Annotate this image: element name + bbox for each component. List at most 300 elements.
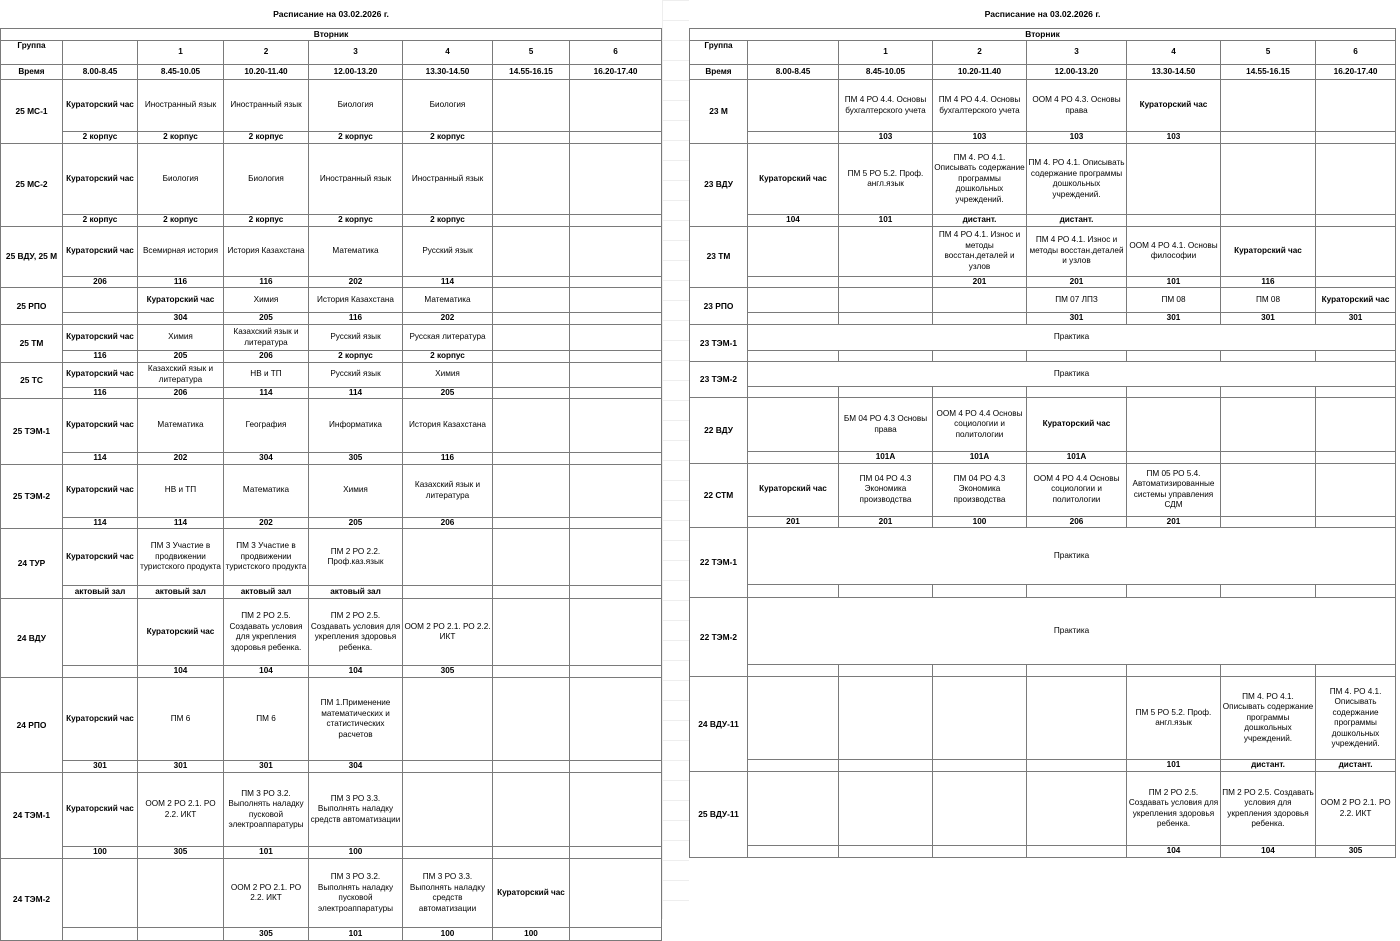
- group-room-row: [690, 585, 1396, 598]
- room-cell: 104: [1221, 846, 1316, 858]
- pair-number: 3: [1027, 41, 1127, 65]
- room-cell: [748, 665, 839, 677]
- time-slot: 8.00-8.45: [63, 65, 138, 80]
- room-cell: 304: [138, 313, 224, 325]
- subject-cell: [570, 362, 662, 387]
- time-slot: 16.20-17.40: [570, 65, 662, 80]
- room-cell: [839, 313, 933, 325]
- subject-cell: [570, 529, 662, 586]
- room-cell: актовый зал: [138, 586, 224, 599]
- room-cell: 116: [309, 313, 403, 325]
- room-cell: 201: [748, 516, 839, 528]
- subject-cell: Иностранный язык: [138, 80, 224, 132]
- room-cell: [493, 313, 570, 325]
- subject-cell: [1027, 772, 1127, 846]
- room-cell: 100: [403, 928, 493, 941]
- subject-cell: Биология: [224, 144, 309, 215]
- group-name: 25 ТС: [1, 362, 63, 399]
- subject-cell: ПМ 4. РО 4.1. Описывать содержание программы дошкольных учреждений.: [1027, 144, 1127, 215]
- subject-cell: Кураторский час: [748, 463, 839, 516]
- time-slot: 8.45-10.05: [839, 65, 933, 80]
- room-cell: 202: [138, 453, 224, 465]
- room-cell: 2 корпус: [63, 132, 138, 144]
- room-cell: [748, 387, 839, 398]
- group-subject-row: [690, 226, 1396, 276]
- room-cell: 202: [403, 313, 493, 325]
- group-name: 24 ТЭМ-2: [1, 859, 63, 941]
- room-cell: [1127, 585, 1221, 598]
- practice-cell: Практика: [748, 528, 1396, 585]
- subject-cell: ПМ 6: [138, 678, 224, 761]
- room-cell: 301: [138, 761, 224, 773]
- group-name: 25 МС-1: [1, 80, 63, 144]
- room-cell: 103: [933, 132, 1027, 144]
- subject-cell: ПМ 3 РО 3.2. Выполнять наладку пусковой электроаппаратуры: [309, 859, 403, 928]
- subject-cell: ПМ 04 РО 4.3 Экономика производства: [839, 463, 933, 516]
- room-cell: [748, 132, 839, 144]
- room-cell: 206: [224, 351, 309, 363]
- room-cell: 301: [1316, 313, 1396, 325]
- group-subject-row: [1, 80, 662, 132]
- room-cell: [1127, 351, 1221, 362]
- group-room-row: [690, 665, 1396, 677]
- subject-cell: ПМ 5 РО 5.2. Проф. англ.язык: [1127, 677, 1221, 760]
- room-cell: 103: [839, 132, 933, 144]
- schedule-title: Расписание на 03.02.2026 г.: [1, 0, 662, 29]
- subject-cell: Кураторский час: [63, 464, 138, 517]
- room-cell: 101: [1127, 276, 1221, 288]
- subject-cell: ПМ 2 РО 2.2. Проф.каз.язык: [309, 529, 403, 586]
- subject-cell: [570, 226, 662, 276]
- room-cell: 305: [1316, 846, 1396, 858]
- room-cell: [1221, 215, 1316, 227]
- group-name: 25 ТМ: [1, 325, 63, 363]
- room-cell: [933, 665, 1027, 677]
- subject-cell: История Казахстана: [403, 399, 493, 453]
- subject-cell: [1127, 144, 1221, 215]
- room-cell: [1027, 846, 1127, 858]
- room-cell: [1316, 215, 1396, 227]
- subject-cell: Русский язык: [309, 362, 403, 387]
- room-cell: [839, 585, 933, 598]
- room-cell: 114: [63, 453, 138, 465]
- subject-cell: ПМ 4 РО 4.4. Основы бухгалтерского учета: [933, 80, 1027, 132]
- group-name: 23 ТЭМ-2: [690, 362, 748, 398]
- room-cell: 116: [138, 276, 224, 288]
- subject-cell: Русский язык: [403, 226, 493, 276]
- subject-cell: Кураторский час: [63, 399, 138, 453]
- room-cell: 114: [403, 276, 493, 288]
- group-room-row: [690, 276, 1396, 288]
- group-name: 25 ВДУ, 25 М: [1, 226, 63, 288]
- group-name: 25 ТЭМ-2: [1, 464, 63, 529]
- room-cell: 201: [839, 516, 933, 528]
- subject-cell: [839, 226, 933, 276]
- pair-number: 5: [1221, 41, 1316, 65]
- subject-cell: Химия: [138, 325, 224, 351]
- room-cell: [1221, 132, 1316, 144]
- group-subject-row: [690, 463, 1396, 516]
- room-cell: [748, 452, 839, 464]
- time-slot: 8.45-10.05: [138, 65, 224, 80]
- room-cell: 101А: [1027, 452, 1127, 464]
- room-cell: 2 корпус: [403, 215, 493, 227]
- room-cell: [1027, 585, 1127, 598]
- group-subject-row: [1, 325, 662, 351]
- room-cell: [63, 928, 138, 941]
- group-room-row: [1, 313, 662, 325]
- room-cell: [1221, 452, 1316, 464]
- room-cell: 2 корпус: [138, 215, 224, 227]
- subject-cell: ООМ 4 РО 4.4 Основы социологии и политологии: [933, 398, 1027, 452]
- room-cell: 114: [224, 387, 309, 399]
- group-room-row: [1, 847, 662, 859]
- room-cell: [570, 586, 662, 599]
- subject-cell: [748, 288, 839, 313]
- room-cell: [839, 351, 933, 362]
- room-cell: [748, 760, 839, 772]
- pair-number: 3: [309, 41, 403, 65]
- room-cell: 2 корпус: [138, 132, 224, 144]
- group-room-row: [1, 215, 662, 227]
- group-room-row: [1, 761, 662, 773]
- group-header: Группа: [1, 41, 63, 65]
- room-cell: [63, 666, 138, 678]
- room-cell: [1316, 452, 1396, 464]
- subject-cell: Математика: [224, 464, 309, 517]
- group-name: 23 М: [690, 80, 748, 144]
- room-cell: 205: [138, 351, 224, 363]
- group-name: 25 ТЭМ-1: [1, 399, 63, 465]
- subject-cell: ООМ 4 РО 4.4 Основы социологии и политологии: [1027, 463, 1127, 516]
- group-subject-row: [1, 773, 662, 847]
- room-cell: дистант.: [1221, 760, 1316, 772]
- subject-cell: Кураторский час: [1316, 288, 1396, 313]
- room-cell: [493, 453, 570, 465]
- group-subject-row: [1, 362, 662, 387]
- subject-cell: ПМ 04 РО 4.3 Экономика производства: [933, 463, 1027, 516]
- room-cell: [1027, 387, 1127, 398]
- room-cell: дистант.: [933, 215, 1027, 227]
- group-subject-row: [1, 226, 662, 276]
- room-cell: 104: [1127, 846, 1221, 858]
- subject-cell: Казахский язык и литература: [403, 464, 493, 517]
- room-cell: [570, 761, 662, 773]
- room-cell: актовый зал: [309, 586, 403, 599]
- subject-cell: [570, 678, 662, 761]
- subject-cell: [748, 226, 839, 276]
- room-cell: 305: [138, 847, 224, 859]
- subject-cell: [138, 859, 224, 928]
- subject-cell: [748, 398, 839, 452]
- subject-cell: ПМ 3 РО 3.3. Выполнять наладку средств автоматизации: [309, 773, 403, 847]
- subject-cell: [570, 399, 662, 453]
- group-name: 23 ВДУ: [690, 144, 748, 227]
- room-cell: [748, 585, 839, 598]
- subject-cell: ПМ 2 РО 2.5. Создавать условия для укрепления здоровья ребенка.: [309, 599, 403, 666]
- subject-cell: [748, 677, 839, 760]
- room-cell: 206: [138, 387, 224, 399]
- room-cell: [1221, 516, 1316, 528]
- time-slot: 13.30-14.50: [403, 65, 493, 80]
- subject-cell: [1316, 80, 1396, 132]
- subject-cell: Биология: [403, 80, 493, 132]
- room-cell: 101: [224, 847, 309, 859]
- group-subject-row: [690, 288, 1396, 313]
- room-cell: 201: [1127, 516, 1221, 528]
- subject-cell: [403, 678, 493, 761]
- room-cell: [748, 276, 839, 288]
- subject-cell: ООМ 2 РО 2.1. РО 2.2. ИКТ: [403, 599, 493, 666]
- subject-cell: [839, 677, 933, 760]
- subject-cell: ПМ 3 РО 3.3. Выполнять наладку средств автоматизации: [403, 859, 493, 928]
- pair-number: [748, 41, 839, 65]
- day-row: [1, 29, 662, 41]
- subject-cell: ПМ 4 РО 4.1. Износ и методы восстан.деталей и узлов: [1027, 226, 1127, 276]
- group-room-row: [1, 351, 662, 363]
- room-cell: [493, 387, 570, 399]
- room-cell: [403, 586, 493, 599]
- group-subject-row: [690, 362, 1396, 387]
- subject-cell: ПМ 6: [224, 678, 309, 761]
- room-cell: дистант.: [1316, 760, 1396, 772]
- group-subject-row: [1, 464, 662, 517]
- room-cell: [493, 351, 570, 363]
- room-cell: [1316, 351, 1396, 362]
- room-cell: 205: [224, 313, 309, 325]
- subject-cell: [493, 529, 570, 586]
- subject-cell: География: [224, 399, 309, 453]
- subject-cell: ООМ 2 РО 2.1. РО 2.2. ИКТ: [224, 859, 309, 928]
- subject-cell: ПМ 3 Участие в продвижении туристского продукта: [224, 529, 309, 586]
- time-slot: 12.00-13.20: [309, 65, 403, 80]
- room-cell: [1316, 516, 1396, 528]
- subject-cell: Кураторский час: [1027, 398, 1127, 452]
- subject-cell: [1221, 144, 1316, 215]
- subject-cell: ПМ 1.Применение математических и статистических расчетов: [309, 678, 403, 761]
- group-room-row: [690, 846, 1396, 858]
- schedule-sheet-right: [689, 0, 1400, 858]
- time-slot: 10.20-11.40: [933, 65, 1027, 80]
- room-cell: 103: [1027, 132, 1127, 144]
- room-cell: 116: [224, 276, 309, 288]
- subject-cell: ПМ 07 ЛПЗ: [1027, 288, 1127, 313]
- group-name: 24 ТУР: [1, 529, 63, 599]
- time-slot: 16.20-17.40: [1316, 65, 1396, 80]
- room-cell: 2 корпус: [309, 351, 403, 363]
- subject-cell: Математика: [403, 288, 493, 313]
- room-cell: [493, 586, 570, 599]
- subject-cell: [1316, 398, 1396, 452]
- subject-cell: [1316, 226, 1396, 276]
- subject-cell: Химия: [309, 464, 403, 517]
- group-subject-row: [690, 772, 1396, 846]
- subject-cell: Кураторский час: [63, 773, 138, 847]
- sheet-gap: [662, 0, 689, 919]
- subject-cell: Кураторский час: [63, 678, 138, 761]
- subject-cell: Кураторский час: [63, 325, 138, 351]
- subject-cell: ПМ 3 Участие в продвижении туристского продукта: [138, 529, 224, 586]
- room-cell: [493, 276, 570, 288]
- group-room-row: [1, 666, 662, 678]
- subject-cell: [570, 859, 662, 928]
- schedule-sheet-left: [0, 0, 662, 941]
- room-cell: актовый зал: [63, 586, 138, 599]
- group-room-row: [1, 276, 662, 288]
- room-cell: [933, 585, 1027, 598]
- subject-cell: [493, 399, 570, 453]
- room-cell: [839, 665, 933, 677]
- room-cell: [493, 215, 570, 227]
- group-subject-row: [1, 144, 662, 215]
- pair-number: 1: [138, 41, 224, 65]
- subject-cell: Биология: [138, 144, 224, 215]
- group-name: 25 ВДУ-11: [690, 772, 748, 858]
- subject-cell: НВ и ТП: [138, 464, 224, 517]
- subject-cell: [1221, 80, 1316, 132]
- pair-number: 6: [570, 41, 662, 65]
- subject-cell: [570, 773, 662, 847]
- room-cell: [493, 666, 570, 678]
- subject-cell: [493, 678, 570, 761]
- room-cell: 304: [309, 761, 403, 773]
- room-cell: [839, 387, 933, 398]
- room-cell: [933, 846, 1027, 858]
- group-subject-row: [1, 288, 662, 313]
- room-cell: [1316, 387, 1396, 398]
- room-cell: [1127, 665, 1221, 677]
- time-slot: 8.00-8.45: [748, 65, 839, 80]
- room-cell: [839, 276, 933, 288]
- subject-cell: [493, 599, 570, 666]
- room-cell: [1127, 215, 1221, 227]
- group-subject-row: [690, 677, 1396, 760]
- subject-cell: Кураторский час: [1127, 80, 1221, 132]
- subject-cell: ПМ 4. РО 4.1. Описывать содержание программы дошкольных учреждений.: [1316, 677, 1396, 760]
- group-name: 22 СТМ: [690, 463, 748, 528]
- room-cell: [1027, 760, 1127, 772]
- group-room-row: [690, 215, 1396, 227]
- subject-cell: Кураторский час: [1221, 226, 1316, 276]
- pair-number-row: [690, 41, 1396, 65]
- group-subject-row: [690, 325, 1396, 351]
- subject-cell: [933, 677, 1027, 760]
- subject-cell: [570, 464, 662, 517]
- subject-cell: [1316, 463, 1396, 516]
- group-room-row: [690, 760, 1396, 772]
- group-subject-row: [690, 528, 1396, 585]
- group-room-row: [690, 313, 1396, 325]
- room-cell: [1127, 387, 1221, 398]
- room-cell: 301: [63, 761, 138, 773]
- time-slot: 14.55-16.15: [1221, 65, 1316, 80]
- room-cell: 104: [748, 215, 839, 227]
- room-cell: [570, 132, 662, 144]
- subject-cell: [63, 599, 138, 666]
- room-cell: 100: [309, 847, 403, 859]
- group-subject-row: [1, 399, 662, 453]
- time-row: [690, 65, 1396, 80]
- subject-cell: [570, 80, 662, 132]
- room-cell: [933, 351, 1027, 362]
- subject-cell: Казахский язык и литература: [138, 362, 224, 387]
- room-cell: [1316, 132, 1396, 144]
- room-cell: 101: [309, 928, 403, 941]
- subject-cell: ПМ 4. РО 4.1. Описывать содержание программы дошкольных учреждений.: [933, 144, 1027, 215]
- subject-cell: [493, 362, 570, 387]
- practice-cell: Практика: [748, 362, 1396, 387]
- subject-cell: Иностранный язык: [224, 80, 309, 132]
- room-cell: [839, 760, 933, 772]
- group-subject-row: [690, 144, 1396, 215]
- time-slot: 10.20-11.40: [224, 65, 309, 80]
- weekday-label: Вторник: [1, 29, 662, 41]
- subject-cell: Всемирная история: [138, 226, 224, 276]
- room-cell: [1221, 665, 1316, 677]
- subject-cell: [1221, 463, 1316, 516]
- room-cell: [403, 847, 493, 859]
- schedule-table-left: [0, 0, 662, 941]
- group-name: 22 ВДУ: [690, 398, 748, 464]
- subject-cell: [933, 772, 1027, 846]
- group-subject-row: [1, 859, 662, 928]
- subject-cell: [63, 859, 138, 928]
- room-cell: 101: [839, 215, 933, 227]
- room-cell: [63, 313, 138, 325]
- pair-number-row: [1, 41, 662, 65]
- room-cell: 103: [1127, 132, 1221, 144]
- room-cell: [1221, 351, 1316, 362]
- room-cell: [933, 760, 1027, 772]
- room-cell: 101А: [839, 452, 933, 464]
- room-cell: 305: [224, 928, 309, 941]
- group-room-row: [1, 517, 662, 529]
- group-room-row: [1, 928, 662, 941]
- subject-cell: [1027, 677, 1127, 760]
- room-cell: [1027, 351, 1127, 362]
- subject-cell: [1127, 398, 1221, 452]
- group-name: 24 ВДУ-11: [690, 677, 748, 772]
- subject-cell: ПМ 4. РО 4.1. Описывать содержание программы дошкольных учреждений.: [1221, 677, 1316, 760]
- room-cell: 301: [1127, 313, 1221, 325]
- room-cell: 114: [63, 517, 138, 529]
- room-cell: 100: [63, 847, 138, 859]
- subject-cell: [493, 288, 570, 313]
- subject-cell: Математика: [309, 226, 403, 276]
- time-header: Время: [1, 65, 63, 80]
- room-cell: 305: [309, 453, 403, 465]
- room-cell: [570, 517, 662, 529]
- subject-cell: ПМ 2 РО 2.5. Создавать условия для укрепления здоровья ребенка.: [1221, 772, 1316, 846]
- room-cell: 116: [1221, 276, 1316, 288]
- subject-cell: ООМ 4 РО 4.3. Основы права: [1027, 80, 1127, 132]
- pair-number: 6: [1316, 41, 1396, 65]
- room-cell: [1127, 452, 1221, 464]
- pair-number: 5: [493, 41, 570, 65]
- pair-number: 4: [1127, 41, 1221, 65]
- room-cell: [748, 313, 839, 325]
- group-subject-row: [1, 529, 662, 586]
- room-cell: 206: [1027, 516, 1127, 528]
- title-row: [690, 0, 1396, 29]
- subject-cell: Иностранный язык: [403, 144, 493, 215]
- subject-cell: ООМ 2 РО 2.1. РО 2.2. ИКТ: [1316, 772, 1396, 846]
- time-slot: 13.30-14.50: [1127, 65, 1221, 80]
- group-name: 25 РПО: [1, 288, 63, 325]
- group-room-row: [690, 351, 1396, 362]
- subject-cell: Кураторский час: [493, 859, 570, 928]
- subject-cell: ПМ 08: [1221, 288, 1316, 313]
